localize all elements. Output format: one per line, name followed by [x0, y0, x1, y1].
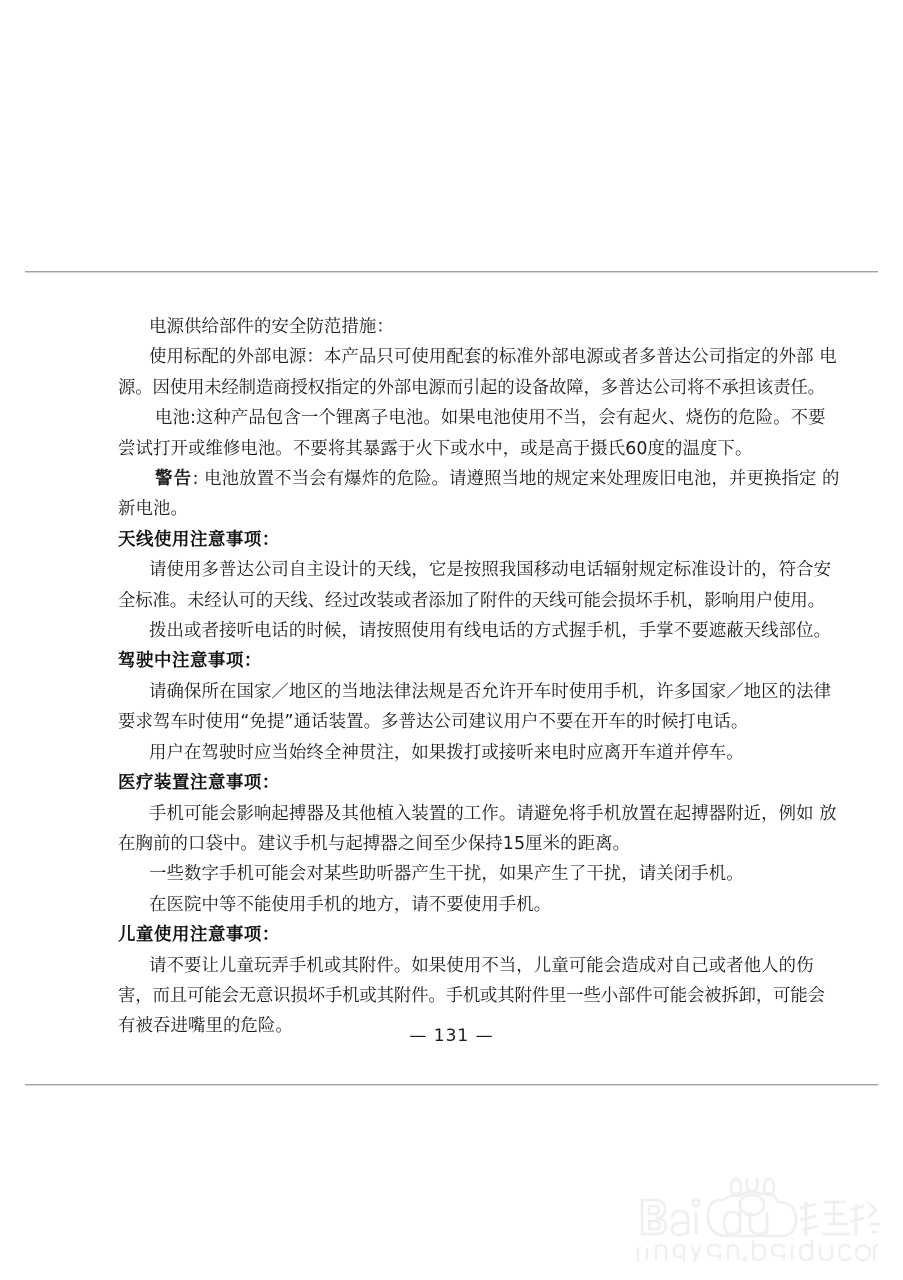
- body-text-line: 请不要让儿童玩弄手机或其附件。如果使用不当，儿童可能会造成对自己或者他人的伤: [149, 955, 814, 976]
- section-heading: 医疗装置注意事项：: [118, 773, 280, 794]
- baidu-jingyan-watermark: [628, 1178, 880, 1262]
- body-text-line: 电池:这种产品包含一个锂离子电池。如果电池使用不当，会有起火、烧伤的危险。不要: [155, 408, 826, 429]
- section-heading: 驾驶中注意事项：: [118, 651, 262, 672]
- body-text-line: 拨出或者接听电话的时候，请按照使用有线电话的方式握手机，手掌不要遮蔽天线部位。: [149, 621, 832, 642]
- body-text-line: 请使用多普达公司自主设计的天线，它是按照我国移动电话辐射规定标准设计的，符合安: [149, 560, 832, 581]
- body-text-line: 尝试打开或维修电池。不要将其暴露于火下或水中，或是高于摄氏60度的温度下。: [118, 438, 753, 459]
- body-text-line: 要求驾车时使用“免提”通话装置。多普达公司建议用户不要在开车的时候打电话。: [118, 712, 749, 733]
- body-text-line: 害，而且可能会无意识损坏手机或其附件。手机或其附件里一些小部件可能会被拆卸，可能会: [118, 985, 825, 1006]
- body-text-line: 新电池。: [118, 499, 188, 520]
- body-text-line: 使用标配的外部电源：本产品只可使用配套的标准外部电源或者多普达公司指定的外部 电: [149, 347, 837, 368]
- page-number: — 131 —: [409, 1026, 494, 1046]
- body-text-line: 电源供给部件的安全防范措施：: [149, 317, 394, 337]
- warning-label: 警告: [155, 469, 193, 490]
- body-text-line: 用户在驾驶时应当始终全神贯注，如果拨打或接听来电时应离开车道并停车。: [149, 742, 744, 763]
- section-heading: 儿童使用注意事项：: [118, 925, 280, 946]
- body-text-line: 手机可能会影响起搏器及其他植入装置的工作。请避免将手机放置在起搏器附近，例如 放: [149, 803, 837, 824]
- body-text-line: 在胸前的口袋中。建议手机与起搏器之间至少保持15厘米的距离。: [118, 833, 631, 854]
- body-text-line: 有被吞进嘴里的危险。: [118, 1016, 293, 1037]
- footer-divider-rule: [25, 1084, 878, 1086]
- body-text-line: 一些数字手机可能会对某些助听器产生干扰，如果产生了干扰，请关闭手机。: [149, 864, 744, 885]
- header-divider-rule: [25, 271, 878, 273]
- warning-paragraph-line: 警告: 电池放置不当会有爆炸的危险。请遵照当地的规定来处理废旧电池，并更换指定 的: [155, 469, 840, 490]
- body-text-line: 全标准。未经认可的天线、经过改装或者添加了附件的天线可能会损坏手机，影响用户使用。: [118, 590, 825, 611]
- body-text-line: 源。因使用未经制造商授权指定的外部电源而引起的设备故障，多普达公司将不承担该责任。: [118, 377, 825, 398]
- section-heading: 天线使用注意事项：: [118, 529, 280, 550]
- page-body-text: [118, 312, 840, 1042]
- body-text-line: 请确保所在国家／地区的当地法律法规是否允许开车时使用手机，许多国家／地区的法律: [149, 681, 832, 702]
- body-text-line: 在医院中等不能使用手机的地方，请不要使用手机。: [149, 894, 552, 915]
